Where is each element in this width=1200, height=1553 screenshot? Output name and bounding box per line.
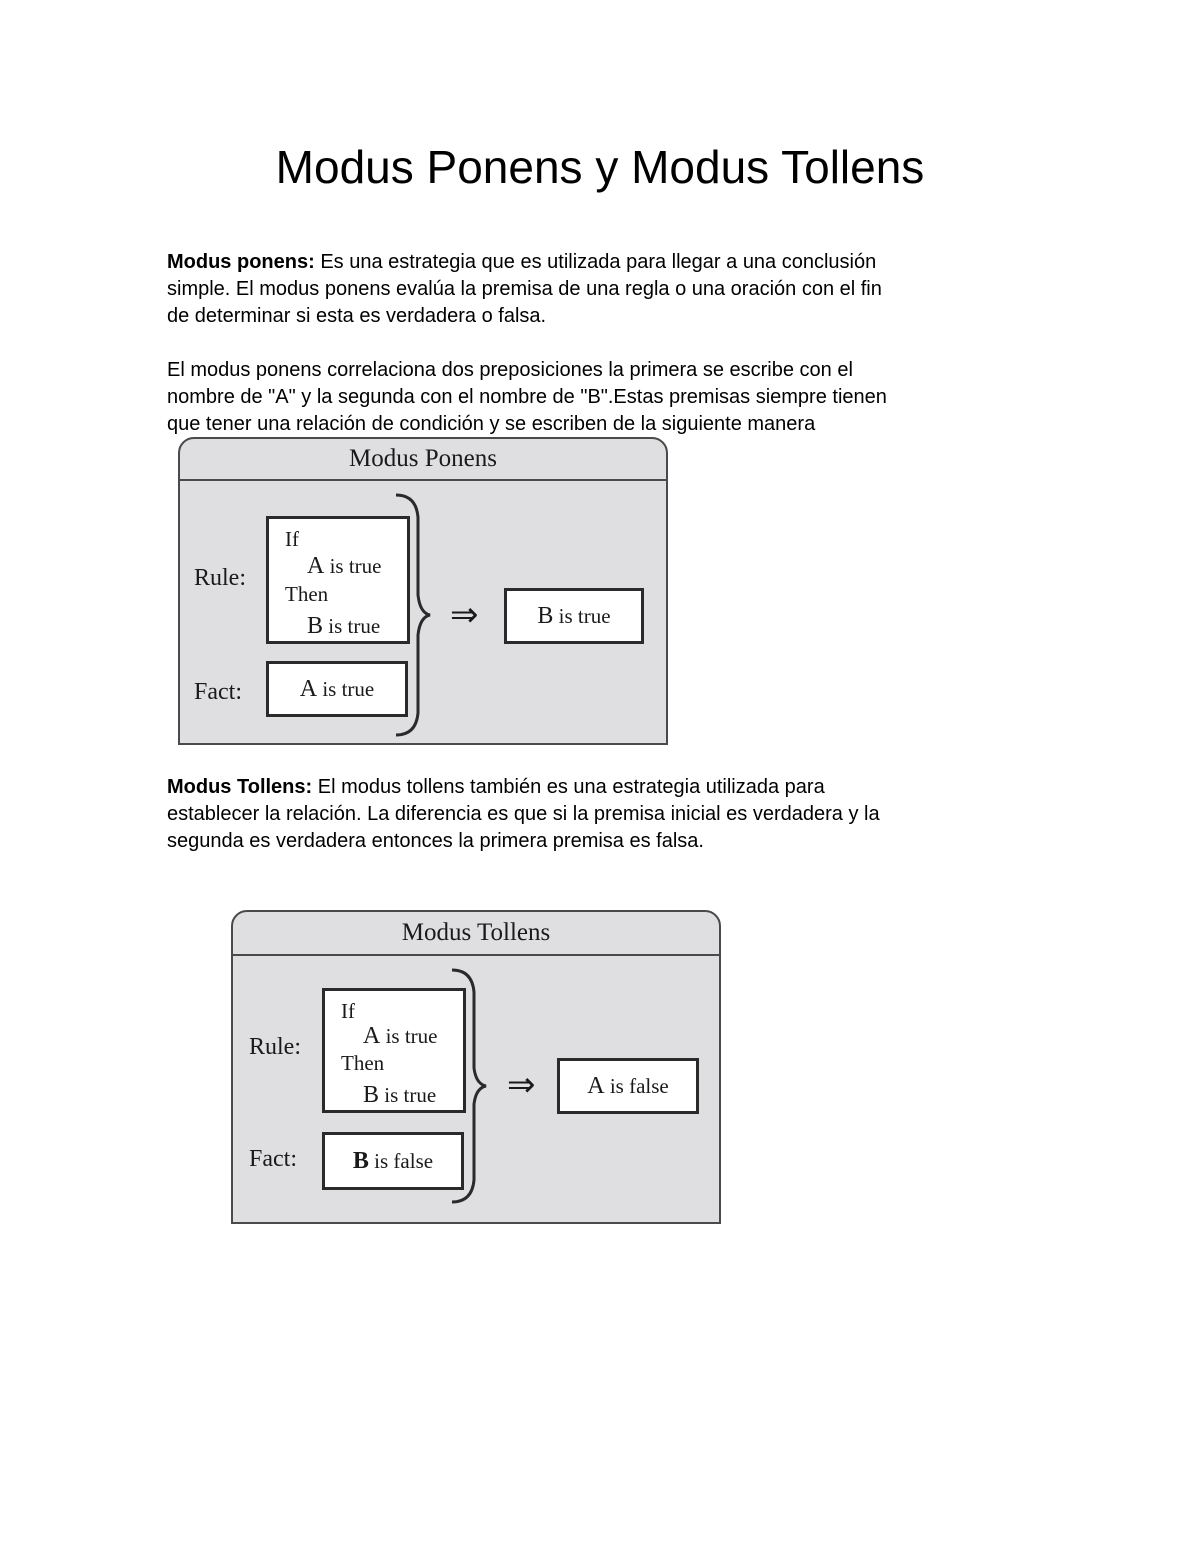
rule-consequent-text: is true — [379, 1083, 437, 1107]
correlation-paragraph — [167, 357, 1047, 438]
correlation-line-1: El modus ponens correlaciona dos preposiciones la primera se escribe con el — [167, 359, 853, 381]
rule-consequent — [363, 1082, 436, 1109]
rule-consequent-letter: B — [307, 613, 324, 639]
rule-label: Rule: — [194, 565, 246, 591]
correlation-line-3: que tener una relación de condición y se escriben de la siguiente manera — [167, 413, 816, 435]
modus-ponens-header: Modus Ponens — [180, 439, 666, 481]
modus-ponens-figure — [178, 437, 668, 745]
conclusion-letter: B — [537, 602, 554, 629]
modus-tollens-header: Modus Tollens — [233, 912, 719, 956]
modus-tollens-line-1 — [167, 776, 825, 798]
rule-consequent-text: is true — [323, 614, 381, 638]
implies-arrow-icon: ⇒ — [507, 1065, 536, 1105]
right-brace-icon — [450, 966, 490, 1206]
modus-tollens-figure — [231, 910, 721, 1224]
rule-label: Rule: — [249, 1034, 301, 1060]
conclusion-statement — [537, 603, 610, 630]
rule-antecedent — [363, 1023, 438, 1050]
page-title: Modus Ponens y Modus Tollens — [275, 141, 925, 193]
fact-letter: A — [299, 675, 318, 702]
conclusion-text: is true — [553, 603, 611, 628]
modus-ponens-text-1: Es una estrategia que es utilizada para llegar a una conclusión — [314, 251, 877, 273]
implies-arrow-icon: ⇒ — [450, 595, 479, 635]
rule-antecedent-letter: A — [363, 1023, 381, 1049]
rule-box — [322, 988, 466, 1113]
rule-antecedent-letter: A — [307, 553, 325, 579]
conclusion-box — [557, 1058, 699, 1114]
fact-label: Fact: — [194, 679, 242, 705]
conclusion-statement — [587, 1073, 669, 1100]
modus-tollens-line-3: segunda es verdadera entonces la primera premisa es falsa. — [167, 830, 704, 852]
conclusion-text: is false — [604, 1073, 669, 1098]
rule-then: Then — [285, 582, 329, 606]
modus-ponens-line-1 — [167, 251, 876, 273]
modus-ponens-line-2: simple. El modus ponens evalúa la premisa de una regla o una oración con el fin — [167, 278, 882, 300]
fact-label: Fact: — [249, 1146, 297, 1172]
fact-text: is false — [368, 1148, 434, 1173]
right-brace-icon — [394, 491, 434, 739]
conclusion-box — [504, 588, 644, 644]
rule-consequent — [307, 613, 380, 640]
fact-box — [322, 1132, 464, 1190]
modus-tollens-term: Modus Tollens: — [167, 776, 313, 798]
rule-box — [266, 516, 410, 644]
modus-ponens-line-3: de determinar si esta es verdadera o falsa. — [167, 305, 547, 327]
rule-antecedent-text: is true — [380, 1024, 438, 1048]
fact-letter: B — [352, 1147, 369, 1174]
conclusion-letter: A — [587, 1072, 605, 1099]
rule-consequent-letter: B — [363, 1082, 380, 1108]
correlation-line-2: nombre de "A" y la segunda con el nombre de "B".Estas premisas siempre tienen — [167, 386, 887, 408]
rule-if: If — [285, 527, 299, 551]
rule-antecedent — [307, 553, 382, 580]
modus-tollens-text-1: El modus tollens también es una estrategia utilizada para — [312, 776, 825, 798]
fact-statement — [300, 676, 375, 703]
rule-if: If — [341, 999, 355, 1023]
rule-then: Then — [341, 1051, 385, 1075]
fact-statement — [353, 1148, 433, 1175]
modus-tollens-line-2: establecer la relación. La diferencia es que si la premisa inicial es verdadera y la — [167, 803, 880, 825]
modus-ponens-term: Modus ponens: — [167, 251, 315, 273]
modus-tollens-paragraph — [167, 774, 1047, 855]
rule-antecedent-text: is true — [324, 554, 382, 578]
fact-box — [266, 661, 408, 717]
modus-ponens-paragraph — [167, 249, 1047, 330]
fact-text: is true — [317, 676, 375, 701]
